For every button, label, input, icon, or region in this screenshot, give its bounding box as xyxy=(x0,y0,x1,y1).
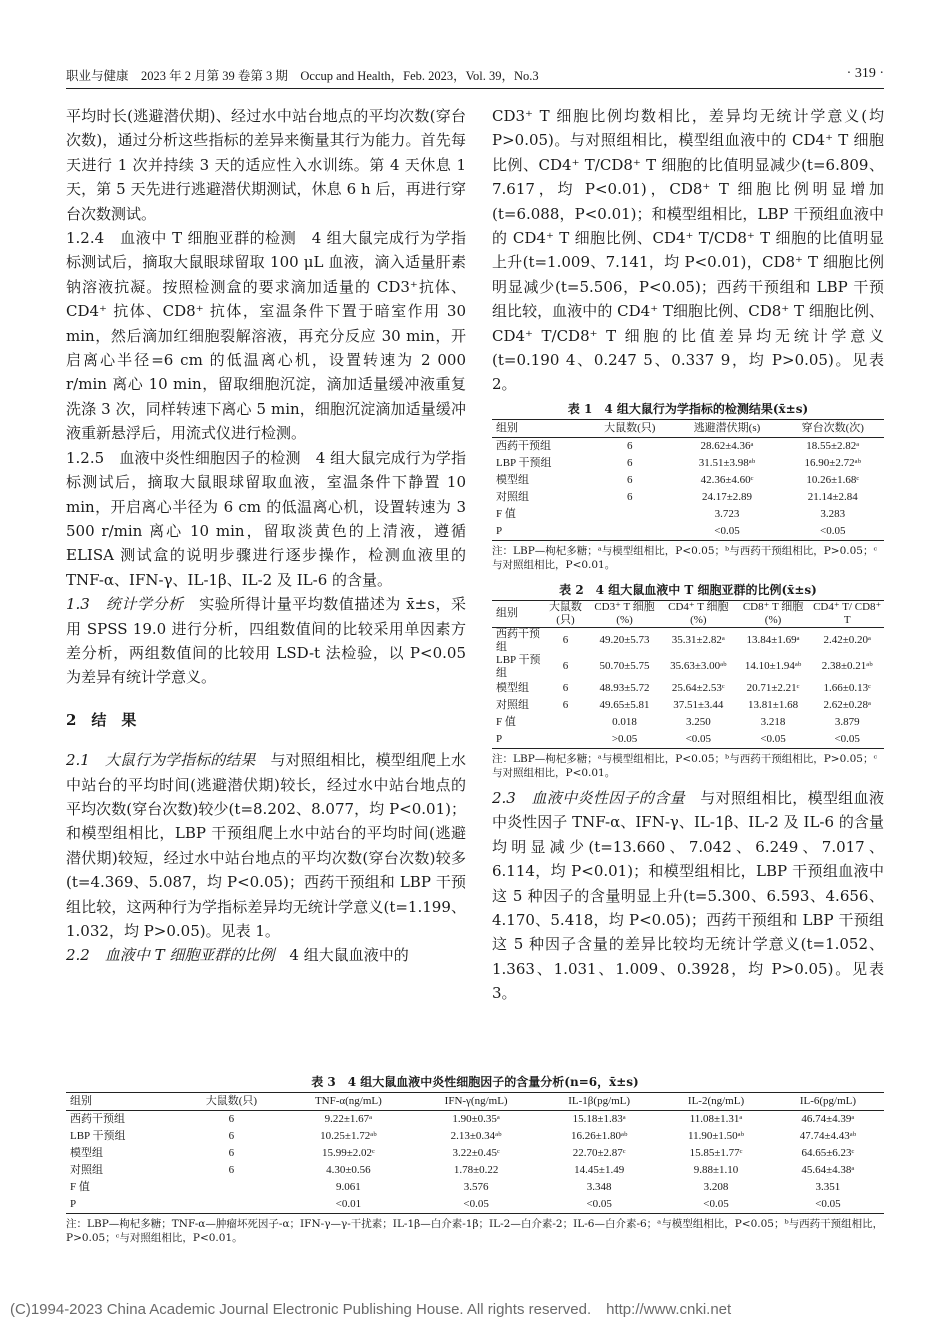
table-header-cell: 大鼠数(只) xyxy=(587,419,672,437)
table-cell: 西药干预组 xyxy=(70,1113,125,1125)
table-cell: 2.38±0.21ᵃᵇ xyxy=(821,660,873,673)
table-3-caption: 表 3 4 组大鼠血液中炎性细胞因子的含量分析(n=6，x̄±s) xyxy=(311,1075,639,1089)
table-header-cell: IL-6(pg/mL) xyxy=(772,1093,884,1111)
table-cell xyxy=(587,506,672,523)
table-header-cell: 大鼠数(只) xyxy=(180,1093,283,1111)
table-cell xyxy=(587,523,672,541)
table-cell: F 值 xyxy=(496,507,516,520)
table-1-grid xyxy=(492,419,884,541)
table-cell: 45.64±4.38ᵃ xyxy=(801,1164,855,1176)
table-cell: <0.05 xyxy=(538,1196,660,1214)
table-cell: 16.90±2.72ᵃᵇ xyxy=(804,456,861,469)
table-1-caption: 表 1 4 组大鼠行为学指标的检测结果(x̄±s) xyxy=(567,401,809,416)
table-header-cell: 逃避潜伏期(s) xyxy=(672,419,781,437)
table-cell: 22.70±2.87ᶜ xyxy=(572,1147,626,1159)
paragraph-method-cont: 平均时长(逃避潜伏期)、经过水中站台地点的平均次数(穿台次数)，通过分析这些指标的差异来衡量其行为能力。首先每天进行 1 次并持续 3 天的适应性入水训练。第 4 天休息 1 天，第 5 天先进行逃避潜伏期测试，休息 6 h 后，再进行穿台次数测试。 xyxy=(66,107,466,223)
table-cell: 6 xyxy=(562,698,569,711)
table-cell: 3.348 xyxy=(586,1181,612,1193)
table-cell: 13.84±1.69ᵃ xyxy=(746,634,800,647)
table-cell: P xyxy=(492,731,543,749)
section-2-2-body: 4 组大鼠血液中的 xyxy=(274,946,409,965)
table-cell: 25.64±2.53ᶜ xyxy=(671,681,725,694)
table-cell: 50.70±5.75 xyxy=(599,660,650,673)
section-1-2-5-body: 4 组大鼠完成行为学指标测试后，摘取大鼠眼球留取血液，室温条件下静置 10 min，开启离心半径为 6 cm 的低温离心机，设置转速为 3 500 r/min 离心 10 min，留取淡黄色的上清液，遵循 ELISA 测试盒的说明步骤进行逐步操作，检测血液里的 TNF-α、IFN-γ、IL-1β、IL-2 及 IL-6 的含量。 xyxy=(66,448,466,589)
table-1 xyxy=(492,401,884,572)
table-row xyxy=(492,731,884,749)
table-row xyxy=(66,1179,884,1196)
table-cell: 46.74±4.39ᵃ xyxy=(801,1113,855,1125)
table-row xyxy=(492,697,884,714)
running-header xyxy=(66,62,884,89)
table-cell: LBP 干预组 xyxy=(70,1130,126,1142)
table-cell: <0.05 xyxy=(736,731,811,749)
table-cell: 47.74±4.43ᵃᵇ xyxy=(799,1130,857,1142)
table-cell: 18.55±2.82ᵃ xyxy=(806,439,860,452)
table-cell: 10.26±1.68ᶜ xyxy=(806,473,860,486)
section-1-2-4 xyxy=(66,226,466,446)
table-cell: P xyxy=(492,523,587,541)
table-cell: 48.93±5.72 xyxy=(599,681,650,694)
table-cell: 9.88±1.10 xyxy=(693,1164,739,1176)
table-cell: 3.250 xyxy=(685,715,711,728)
table-row xyxy=(492,627,884,654)
section-1-2-5-title: 1.2.5 血液中炎性细胞因子的检测 xyxy=(66,448,301,467)
table-header-cell: IFN-γ(ng/mL) xyxy=(414,1093,538,1111)
table-cell: 3.208 xyxy=(703,1181,729,1193)
table-cell: 42.36±4.60ᶜ xyxy=(700,473,754,486)
table-cell: 对照组 xyxy=(496,698,529,711)
table-row xyxy=(492,654,884,680)
table-cell: 6 xyxy=(626,490,633,503)
table-row xyxy=(492,523,884,541)
table-cell: 1.66±0.13ᶜ xyxy=(823,681,871,694)
section-2-2 xyxy=(66,943,466,967)
table-cell: 1.90±0.35ᵃ xyxy=(452,1113,500,1125)
section-2-3 xyxy=(492,786,884,1006)
table-cell: 6 xyxy=(562,634,569,647)
table-cell xyxy=(180,1196,283,1214)
table-cell: 14.45±1.49 xyxy=(574,1164,625,1176)
section-2-3-title: 2.3 血液中炎性因子的含量 xyxy=(492,788,685,807)
section-2-1-title: 2.1 大鼠行为学指标的结果 xyxy=(66,751,256,770)
page-number: · 319 · xyxy=(846,66,884,81)
table-header-row xyxy=(492,419,884,437)
table-cell: 9.22±1.67ᵃ xyxy=(324,1113,373,1125)
table-cell: 6 xyxy=(562,681,569,694)
table-cell: 6 xyxy=(626,439,633,452)
table-row xyxy=(492,472,884,489)
table-cell: 31.51±3.98ᵃᵇ xyxy=(698,456,756,469)
table-row xyxy=(66,1111,884,1129)
table-cell: 模型组 xyxy=(496,473,529,486)
table-cell: 49.20±5.73 xyxy=(599,634,650,647)
table-cell: F 值 xyxy=(70,1181,90,1193)
right-column xyxy=(492,104,884,1006)
table-cell: <0.05 xyxy=(772,1196,884,1214)
table-cell: 3.283 xyxy=(820,507,846,520)
table-cell: 35.63±3.00ᵃᵇ xyxy=(670,660,727,673)
table-cell: 20.71±2.21ᶜ xyxy=(746,681,800,694)
table-cell: <0.05 xyxy=(660,1196,772,1214)
table-cell: 9.061 xyxy=(336,1181,361,1193)
paragraph-2-2-cont: CD3⁺ T 细胞比例均数相比，差异均无统计学意义(均 P>0.05)。与对照组相比，模型组血液中的 CD4⁺ T 细胞比例、CD4⁺ T/CD8⁺ T 细胞的比值明显减少(t=6.809、7.617，均 P<0.01)，CD8⁺ T 细胞比例明显增加(t=6.088，P<0.01)；和模型组相比，LBP 干预组血液中的 CD4⁺ T 细胞比例、CD4⁺ T/CD8⁺ T 细胞的比值明显上升(t=1.009、7.141，均 P<0.01)，CD8⁺ T 细胞比例明显减少(t=5.506，P<0.05)；西药干预组和 LBP 干预组比较，血液中的 CD4⁺ T细胞比例、CD8⁺ T 细胞比例、CD4⁺ T/CD8⁺ T 细胞的比值差异均无统计学意义(t=0.190 4、0.247 5、0.337 9，均 P>0.05)。见表 2。 xyxy=(492,107,884,394)
table-cell: >0.05 xyxy=(588,731,661,749)
table-cell xyxy=(543,714,588,731)
section-1-2-4-title: 1.2.4 血液中 T 细胞亚群的检测 xyxy=(66,229,297,248)
table-cell: 6 xyxy=(626,456,633,469)
table-row xyxy=(492,455,884,472)
section-1-3 xyxy=(66,592,466,690)
table-cell: 模型组 xyxy=(70,1147,103,1159)
table-cell: 49.65±5.81 xyxy=(599,698,650,711)
table-cell: P xyxy=(66,1196,180,1214)
table-2-caption: 表 2 4 组大鼠血液中 T 细胞亚群的比例(x̄±s) xyxy=(559,582,817,597)
table-header-cell: 穿台次数(次) xyxy=(782,419,884,437)
table-header-cell: IL-1β(pg/mL) xyxy=(538,1093,660,1111)
table-cell: 3.22±0.45ᶜ xyxy=(452,1147,500,1159)
table-cell: 3.351 xyxy=(815,1181,841,1193)
table-cell: 37.51±3.44 xyxy=(673,698,724,711)
table-cell: 35.31±2.82ᵃ xyxy=(671,634,725,647)
table-cell: 6 xyxy=(228,1147,235,1159)
left-column xyxy=(66,104,466,968)
table-cell: 11.08±1.31ᵃ xyxy=(689,1113,743,1125)
table-header-cell: 组别 xyxy=(492,600,543,627)
section-1-3-title: 1.3 统计学分析 xyxy=(66,595,184,614)
table-row xyxy=(66,1145,884,1162)
table-header-cell: TNF-α(ng/mL) xyxy=(283,1093,414,1111)
table-cell: 模型组 xyxy=(496,681,529,694)
table-cell: <0.05 xyxy=(672,523,781,541)
table-cell: 6 xyxy=(228,1130,235,1142)
section-1-2-5 xyxy=(66,446,466,592)
table-cell: 2.62±0.28ᵃ xyxy=(823,698,871,711)
table-cell: 15.18±1.83ᵃ xyxy=(572,1113,626,1125)
table-row xyxy=(492,506,884,523)
table-row xyxy=(492,437,884,455)
table-cell: 3.723 xyxy=(714,507,740,520)
table-cell: 11.90±1.50ᵃᵇ xyxy=(688,1130,745,1142)
table-cell: 4.30±0.56 xyxy=(326,1164,371,1176)
table-row xyxy=(66,1196,884,1214)
table-3-note: 注：LBP—枸杞多糖；TNF-α—肿瘤坏死因子-α；IFN-γ—γ-干扰素；IL-1β—白介素-1β；IL-2—白介素-2；IL-6—白介素-6；ᵃ与模型组相比，P<0.05；ᵇ与西药干预组相比，P>0.05；ᶜ与对照组相比，P<0.01。 xyxy=(66,1218,884,1244)
table-cell xyxy=(180,1179,283,1196)
table-cell: 13.81±1.68 xyxy=(748,698,799,711)
table-cell: F 值 xyxy=(496,715,516,728)
table-row xyxy=(66,1128,884,1145)
table-cell: 对照组 xyxy=(70,1164,103,1176)
table-2-grid xyxy=(492,600,884,749)
table-cell: 16.26±1.80ᵃᵇ xyxy=(570,1130,628,1142)
table-cell: 14.10±1.94ᵃᵇ xyxy=(744,660,802,673)
table-cell: 西药干预组 xyxy=(496,627,540,653)
journal-info: 职业与健康 2023 年 2 月第 39 卷第 3 期 Occup and Health，Feb. 2023，Vol. 39，No.3 xyxy=(66,69,539,83)
table-cell: 2.13±0.34ᵃᵇ xyxy=(450,1130,502,1142)
section-1-2-4-body: 4 组大鼠完成行为学指标测试后，摘取大鼠眼球留取 100 μL 血液，滴入适量肝素钠溶液抗凝。按照检测盒的要求滴加适量的 CD3⁺抗体、CD4⁺ 抗体、CD8⁺ 抗体，室温条件下置于暗室作用 30 min，然后滴加红细胞裂解溶液，再充分反应 30 min，开启离心半径=6 cm 的低温离心机，设置转速为 2 000 r/min 离心 10 min，留取细胞沉淀，滴加适量缓冲液重复洗涤 3 次，同样转速下离心 5 min，细胞沉淀滴加适量缓冲液重新悬浮后，用流式仪进行检测。 xyxy=(66,229,466,443)
table-cell: 6 xyxy=(228,1113,235,1125)
table-cell: 64.65±6.23ᶜ xyxy=(801,1147,855,1159)
table-cell: 3.879 xyxy=(834,715,860,728)
table-1-note: 注：LBP—枸杞多糖；ᵃ与模型组相比，P<0.05；ᵇ与西药干预组相比，P>0.05；ᶜ与对照组相比，P<0.01。 xyxy=(492,544,878,571)
table-cell: 3.576 xyxy=(463,1181,489,1193)
section-1-3-body: 实验所得计量平均数值描述为 x̄±s，采用 SPSS 19.0 进行分析，四组数值间的比较采用单因素方差分析，两组数值间的比较用 LSD-t 法检验，以 P<0.05 为差异有统计学意义。 xyxy=(66,595,466,687)
table-cell: LBP 干预组 xyxy=(496,653,541,679)
table-cell: 21.14±2.84 xyxy=(807,490,858,503)
table-header-cell: CD8⁺ T 细胞(%) xyxy=(736,600,811,627)
table-cell: 6 xyxy=(626,473,633,486)
table-cell: 6 xyxy=(562,660,569,673)
table-2-note: 注：LBP—枸杞多糖；ᵃ与模型组相比，P<0.05；ᵇ与西药干预组相比，P>0.05；ᶜ与对照组相比，P<0.01。 xyxy=(492,752,878,779)
table-header-cell: CD3⁺ T 细胞(%) xyxy=(588,600,661,627)
table-row xyxy=(492,714,884,731)
table-cell: 24.17±2.89 xyxy=(701,490,753,503)
table-header-cell: 大鼠数(只) xyxy=(543,600,588,627)
table-header-cell: 组别 xyxy=(492,419,587,437)
table-cell: 15.85±1.77ᶜ xyxy=(689,1147,743,1159)
table-cell: 28.62±4.36ᵃ xyxy=(700,439,754,452)
table-3-grid xyxy=(66,1092,884,1214)
section-2-1-body: 与对照组相比，模型组爬上水中站台的平均时间(逃避潜伏期)较长，经过水中站台地点的平均次数(穿台次数)较少(t=8.202、8.077，均 P<0.01)；和模型组相比，LBP 干预组爬上水中站台的平均时间(逃避潜伏期)较短，经过水中站台地点的平均次数(穿台次数)较多(t=4.369、5.087，均 P<0.05)；西药干预组和 LBP 干预组比较，这两种行为学指标差异均无统计学意义(t=1.199、1.032，均 P>0.05)。见表 1。 xyxy=(66,751,466,940)
table-cell xyxy=(543,731,588,749)
table-cell: LBP 干预组 xyxy=(496,456,552,469)
table-header-row xyxy=(492,600,884,627)
table-cell: 1.78±0.22 xyxy=(453,1164,499,1176)
table-cell: 对照组 xyxy=(496,490,529,503)
copyright-footer: (C)1994-2023 China Academic Journal Electronic Publishing House. All rights reserved. http://www.cnki.net xyxy=(10,1301,732,1318)
table-cell: <0.05 xyxy=(414,1196,538,1214)
table-2 xyxy=(492,582,884,780)
section-2-2-title: 2.2 血液中 T 细胞亚群的比例 xyxy=(66,946,275,965)
table-cell: 2.42±0.20ᵃ xyxy=(823,634,871,647)
table-cell: 3.218 xyxy=(760,715,786,728)
section-2-3-body: 与对照组相比，模型组血液中炎性因子 TNF-α、IFN-γ、IL-1β、IL-2 及 IL-6 的含量均明显减少(t=13.660、7.042、6.249、7.017、6.114，均 P<0.01)；和模型组相比，LBP 干预组血液中这 5 种因子的含量明显上升(t=5.300、6.593、4.656、4.170、5.418，均 P<0.05)；西药干预组和 LBP 干预组这 5 种因子含量的差异比较均无统计学意义(t=1.052、1.363、1.031、1.009、0.3928，均 P>0.05)。见表 3。 xyxy=(492,788,884,1003)
table-cell: 15.99±2.02ᶜ xyxy=(321,1147,375,1159)
table-cell: 0.018 xyxy=(612,715,637,728)
table-row xyxy=(66,1162,884,1179)
table-cell: <0.05 xyxy=(661,731,736,749)
table-cell: <0.05 xyxy=(810,731,884,749)
section-2-heading: 2 结 果 xyxy=(66,710,137,729)
table-3 xyxy=(66,1070,884,1245)
table-row xyxy=(492,680,884,697)
section-2-1 xyxy=(66,748,466,943)
table-cell: 6 xyxy=(228,1164,235,1176)
table-header-cell: IL-2(ng/mL) xyxy=(660,1093,772,1111)
table-cell: <0.05 xyxy=(782,523,884,541)
table-header-cell: 组别 xyxy=(66,1093,180,1111)
table-header-cell: CD4⁺ T 细胞(%) xyxy=(661,600,736,627)
table-row xyxy=(492,489,884,506)
table-cell: <0.01 xyxy=(283,1196,414,1214)
table-header-row xyxy=(66,1093,884,1111)
table-cell: 西药干预组 xyxy=(496,439,551,452)
table-header-cell: CD4⁺ T/ CD8⁺ T xyxy=(810,600,884,627)
table-cell: 10.25±1.72ᵃᵇ xyxy=(320,1130,377,1142)
